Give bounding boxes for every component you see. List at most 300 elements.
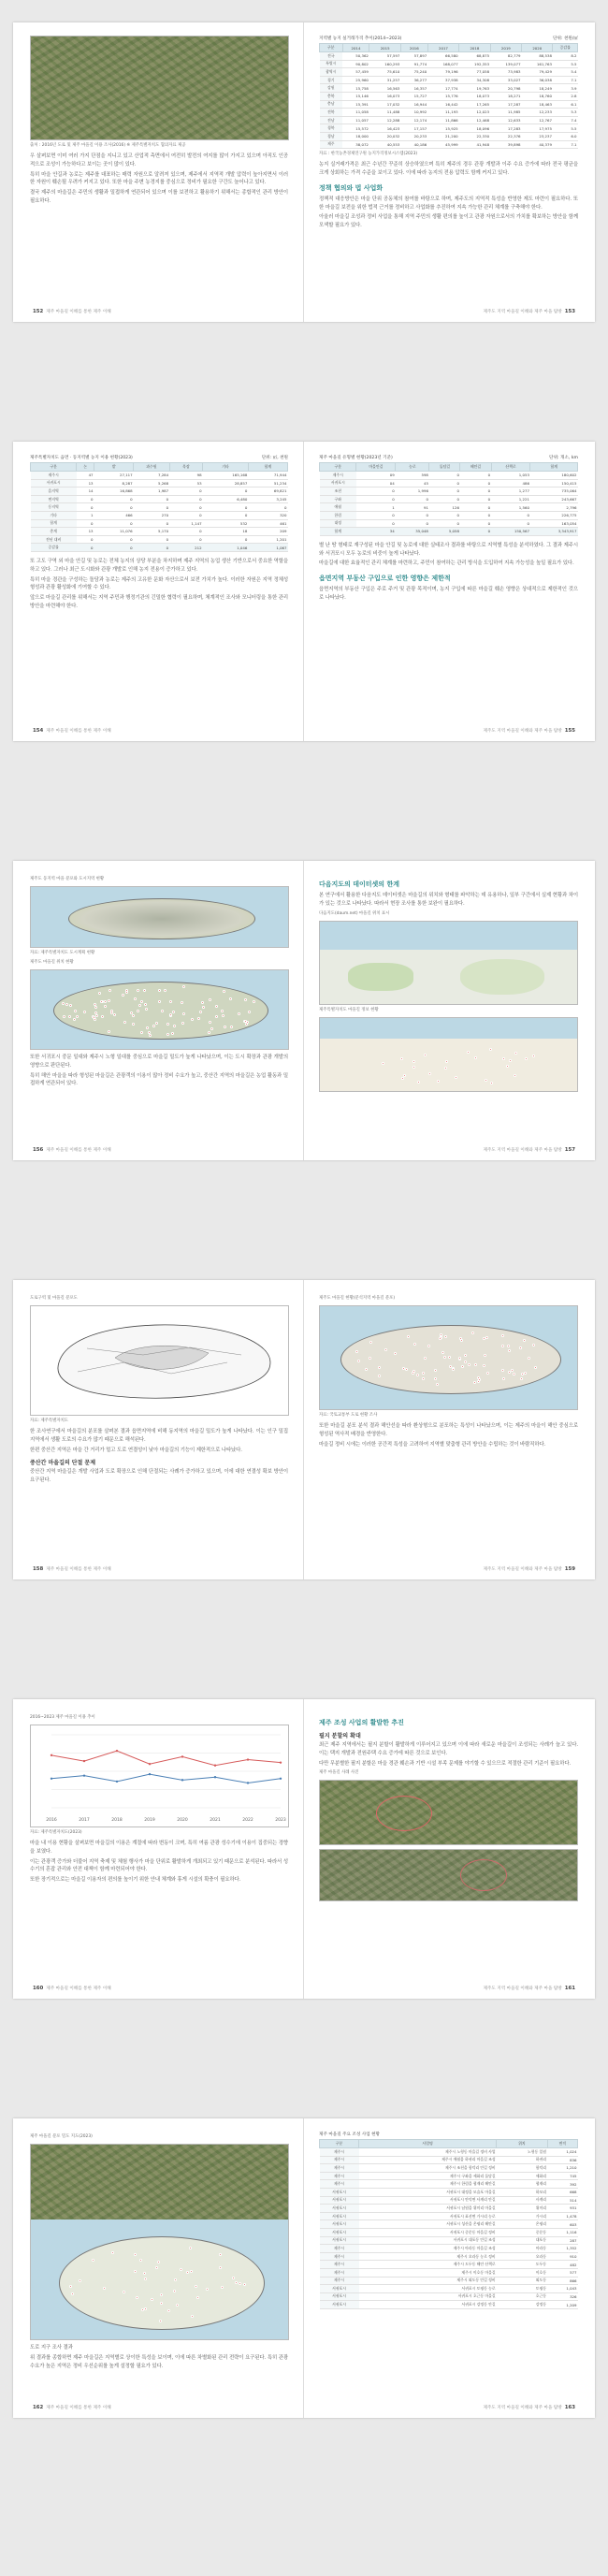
table-row: [320, 2292, 578, 2301]
table-cell: 1,043: [547, 2285, 577, 2293]
column-header: 농로: [396, 463, 429, 472]
table-cell: 12,468: [459, 116, 490, 124]
data-point: [280, 1761, 282, 1763]
table-cell: 제주시 외도동 안길 정비: [359, 2277, 497, 2285]
table-cell: 17,032: [369, 100, 400, 109]
table-cell: 0: [396, 519, 429, 528]
land-use-table: [30, 462, 288, 552]
village-marker: [113, 1013, 116, 1016]
village-marker: [514, 1074, 516, 1077]
table-header-row: [320, 44, 578, 52]
village-marker: [239, 2282, 241, 2285]
table-row: [31, 495, 288, 503]
table-cell: 16,563: [369, 84, 400, 93]
village-marker: [195, 2285, 197, 2288]
village-marker: [405, 1368, 408, 1371]
village-marker: [94, 1003, 96, 1006]
table-cell: 57,597: [369, 52, 400, 61]
table-cell: 287: [547, 2236, 577, 2245]
table-cell: 36,277: [400, 76, 427, 84]
table-cell: 5.5: [553, 124, 578, 133]
table-cell: 제주시 애월읍 하귀리 마을길 조성: [359, 2156, 497, 2164]
paragraph: 결국 제주의 마을길은 주민의 생활과 밀접하게 연관되어 있으며 이를 보전하고 활용하기 위해서는 종합적인 관리 방안이 필요하다.: [30, 190, 288, 204]
village-marker: [369, 1341, 372, 1344]
table-title: [319, 36, 578, 41]
table-cell: 14: [77, 488, 94, 496]
table-cell: 57,897: [400, 52, 427, 61]
table-cell: 제주시 오라동 농로 정비: [359, 2252, 497, 2261]
paragraph: 한편 중산간 지역은 마을 간 거리가 멀고 도로 연결성이 낮아 마을길의 기능이 제한적으로 나타났다.: [30, 1447, 242, 1453]
village-marker: [400, 1057, 403, 1060]
column-header: 해안길: [460, 463, 491, 472]
table-cell: 41,948: [459, 140, 490, 149]
village-marker: [176, 2304, 179, 2307]
table-row: [31, 544, 288, 552]
table-row: [320, 124, 578, 133]
table-cell: 3,343,917: [530, 528, 578, 536]
map-note: 자료: 제주특별자치도 도시계획 현황: [30, 951, 95, 955]
table-cell: 제주시: [320, 2252, 359, 2261]
book-title: 제주 마을길 이해를 통한 제주 이해: [46, 310, 111, 314]
table-cell: 16,357: [400, 84, 427, 93]
table-cell: 0: [94, 503, 134, 512]
page-number: 153: [564, 309, 575, 314]
village-info-map: [319, 1017, 578, 1092]
table-cell: 15,727: [400, 92, 427, 100]
page-footer: [30, 728, 111, 734]
map-caption: 제주 마을길 분포 밀도 지도(2023): [30, 2134, 93, 2139]
village-marker: [413, 1066, 415, 1069]
paragraph: 우 살펴보면 이미 여러 가지 단점을 지니고 있고 산업적 측면에서 여전히 발전의 여지를 많이 가지고 있으며 아직도 인공적으로 조성이 가능하다고 보이는 곳이 많이 있다.: [30, 153, 288, 167]
table-cell: 668: [547, 2188, 577, 2196]
table-cell: 2.8: [553, 92, 578, 100]
table-cell: 1: [356, 503, 396, 512]
map-caption: 제주도 동지역 마을 분포와 도시지역 현황: [30, 877, 105, 881]
table-cell: 17,287: [490, 100, 521, 109]
table-row: [320, 2277, 578, 2285]
x-tick-label: 2021: [210, 1818, 221, 1823]
table-cell: 온평리: [497, 2220, 547, 2229]
photo-caption: 출처 : 2016년 도로 및 제주 마을길 이용 조사(2016) ※ 제주특별자치도 협의자료 제공: [30, 143, 186, 148]
table-cell: 0: [203, 511, 249, 519]
table-cell: 0: [77, 503, 94, 512]
table-title-text: 제주 마을길 유형별 현황(2023년 기준): [319, 456, 393, 460]
table-cell: 11,058: [342, 109, 369, 117]
paragraph: 마을 내 이용 현황을 살펴보면 마을길의 이용은 계절에 따라 변동이 크며, 특히 여름 관광 성수기에 이용이 집중되는 경향을 보였다.: [30, 1841, 288, 1855]
table-cell: 사계리: [497, 2196, 547, 2205]
village-marker: [134, 2253, 137, 2256]
village-marker: [448, 1356, 451, 1359]
page-right: [304, 1280, 595, 1579]
table-row: [320, 519, 578, 528]
table-cell: 1,996: [396, 488, 429, 496]
table-unit: 단위: ㎡, 천원: [261, 456, 288, 460]
table-cell: 1,352: [547, 2245, 577, 2253]
body-text: [319, 196, 578, 230]
table-cell: 0: [77, 535, 94, 544]
table-cell: 17,774: [427, 84, 458, 93]
table-cell: 18,463: [522, 100, 553, 109]
green-area: [460, 959, 544, 995]
table-cell: 기타: [31, 511, 77, 519]
page-footer: [30, 2405, 111, 2410]
photo-caption: 제주 마을길 사례 사진: [319, 1770, 359, 1776]
table-cell: 외도동: [497, 2277, 547, 2285]
map-note: 자료: 제주특별자치도: [30, 1419, 69, 1423]
table-cell: 서귀포시 대포동 안길 조성: [359, 2236, 497, 2245]
table-cell: 0: [429, 519, 460, 528]
paragraph: 마을길에 대한 효율적인 관리 체계를 마련하고, 주민이 참여하는 관리 방식을 도입하여 지속 가능성을 높일 필요가 있다.: [319, 560, 574, 567]
table-cell: 제주시: [320, 472, 356, 480]
table-cell: 0: [169, 528, 202, 536]
village-marker: [401, 1077, 404, 1080]
table-cell: 제주시: [320, 2245, 359, 2253]
table-cell: 0: [460, 511, 491, 519]
village-marker: [71, 2292, 74, 2295]
table-title-text: 제주 마을길 주요 조성 사업 현황: [319, 2132, 380, 2137]
village-marker: [485, 1079, 487, 1082]
table-cell: 18: [203, 528, 249, 536]
page-footer: [30, 1147, 111, 1153]
paragraph: 아울러 마을길 조성과 정비 사업을 통해 지역 주민의 생활 편의를 높이고 관광 자원으로서의 가치를 확보하는 방안을 함께 모색할 필요가 있다.: [319, 214, 578, 229]
table-cell: 0: [429, 511, 460, 519]
table-cell: 호근동: [497, 2292, 547, 2301]
table-cell: 5.5: [553, 60, 578, 68]
table-cell: 서귀포시: [320, 2285, 359, 2293]
village-marker: [501, 1334, 504, 1337]
table-cell: 합계: [320, 528, 356, 536]
village-marker: [132, 1014, 135, 1017]
table-cell: 서귀포시 표선면 가시리 농로: [359, 2212, 497, 2220]
village-marker: [221, 2286, 224, 2289]
table-row: [31, 535, 288, 544]
section-title: 제주도 지역 마을길 이해와 제주 마을 탐방: [483, 310, 562, 314]
table-cell: 73,983: [490, 68, 521, 77]
map-caption: 도로구역 및 마을길 분포도: [30, 1296, 78, 1301]
spread-1: [13, 22, 595, 322]
table-cell: 세화리: [497, 2172, 547, 2180]
paragraph: 한 조사연구에서 마을길의 분포를 살펴본 결과 읍면지역에 비해 동지역의 마을길 밀도가 높게 나타났다. 이는 인구 밀집 지역에서 생활 도로의 수요가 많기 때문으로 해석된다.: [30, 1429, 288, 1443]
paragraph: 농지 실거래가격은 최근 수년간 꾸준히 상승하였으며 특히 제주의 경우 관광 개발과 이주 수요 증가에 따라 전국 평균을 크게 상회하는 가격 수준을 보이고 있다. 이에 따라 농지의 전용 압력도 함께 커지고 있다.: [319, 162, 578, 176]
table-cell: 392: [547, 2180, 577, 2189]
table-cell: 2,796: [530, 503, 578, 512]
table-cell: 도두동: [497, 2261, 547, 2269]
table-cell: 제주시: [320, 2172, 359, 2180]
village-marker: [413, 1370, 415, 1373]
table-cell: 18,096: [459, 124, 490, 133]
body-text: [319, 161, 578, 178]
table-cell: 15,391: [342, 100, 369, 109]
line-chart-frame: [30, 1725, 289, 1827]
chart-caption: 자료: 제주특별자치도(2023): [30, 1830, 82, 1835]
body-text: [319, 1422, 578, 1448]
table-cell: 68,875: [459, 52, 490, 61]
table-cell: 제주시 조천읍 함덕리 안길 정비: [359, 2164, 497, 2173]
village-marker: [486, 1372, 489, 1375]
page-left: [13, 22, 304, 322]
table-cell: 0: [396, 495, 429, 503]
table-cell: 16,073: [369, 92, 400, 100]
table-cell: 0: [460, 519, 491, 528]
paragraph: 특히 해안 마을을 따라 형성된 마을길은 관광객의 이용이 많아 정비 수요가 높고, 중산간 지역의 마을길은 농업 활동과 밀접하게 연관되어 있다.: [30, 1072, 288, 1087]
table-cell: 0: [94, 544, 134, 552]
table-cell: 함덕리: [497, 2164, 547, 2173]
paragraph: 별 난 땅 형태로 재구성된 마을 안길 및 농로에 대한 실태조사 결과를 바탕으로 지역별 특성을 분석하였다. 그 결과 제주시와 서귀포시 모두 농로의 비중이 높게 나타났다.: [319, 542, 578, 557]
page-footer: [484, 1566, 578, 1572]
body-text: [30, 153, 288, 206]
table-cell: 326: [547, 2292, 577, 2301]
village-marker: [501, 1345, 504, 1347]
table-cell: 163,054: [530, 519, 578, 528]
x-tick-label: 2022: [242, 1818, 253, 1823]
table-cell: 209: [248, 528, 287, 536]
table-row: [320, 2188, 578, 2196]
table-cell: 0: [460, 488, 491, 496]
table-cell: 충북: [320, 92, 343, 100]
road-zone-svg: [31, 1306, 289, 1416]
page-footer: [30, 309, 111, 314]
table-cell: 0: [429, 488, 460, 496]
table-cell: 0: [203, 503, 249, 512]
table-cell: 47: [77, 472, 94, 480]
table-cell: 전년 대비: [31, 535, 77, 544]
column-header: 구분: [320, 44, 343, 52]
table-cell: 제주시 도두동 해안 산책로: [359, 2261, 497, 2269]
village-marker: [424, 1054, 427, 1056]
table-cell: 5.4: [553, 68, 578, 77]
table-cell: 위미리: [497, 2205, 547, 2213]
village-marker: [199, 1011, 202, 1013]
table-cell: 71,944: [248, 472, 287, 480]
table-cell: 서귀포시 남원읍 위미리 마을길: [359, 2205, 497, 2213]
table-cell: 77,058: [459, 68, 490, 77]
table-cell: 5,268: [134, 479, 170, 488]
page-number: 152: [33, 309, 44, 314]
page-right: [304, 22, 595, 322]
table-cell: 8.2: [553, 52, 578, 61]
green-area: [348, 963, 413, 991]
village-marker: [169, 1000, 172, 1003]
page-left: [13, 442, 304, 741]
table-cell: 서귀포시: [320, 2292, 359, 2301]
village-marker: [232, 2277, 235, 2279]
village-marker: [524, 1372, 527, 1375]
village-marker: [138, 1004, 141, 1007]
table-cell: 91: [396, 503, 429, 512]
table-cell: 19,763: [459, 84, 490, 93]
table-row: [320, 132, 578, 140]
village-marker: [511, 1369, 514, 1372]
table-cell: 603: [547, 2220, 577, 2229]
page-footer: [30, 1566, 111, 1572]
column-header: 사업명: [359, 2140, 497, 2148]
table-cell: 18,073: [459, 92, 490, 100]
village-marker: [442, 1351, 444, 1354]
table-cell: 조천: [320, 488, 356, 496]
data-point: [51, 1778, 52, 1780]
table-cell: 10,992: [400, 109, 427, 117]
village-marker: [144, 2307, 147, 2310]
village-marker: [508, 1349, 511, 1352]
table-cell: 33,027: [490, 76, 521, 84]
data-point: [83, 1760, 85, 1762]
x-tick-label: 2020: [177, 1818, 188, 1823]
table-header-row: [31, 463, 288, 472]
table-cell: 69,821: [248, 488, 287, 496]
spread-3: [13, 861, 595, 1160]
village-marker: [502, 1057, 505, 1060]
table-cell: 3,245: [248, 495, 287, 503]
page-number: 161: [564, 1986, 575, 1991]
page-right: [304, 861, 595, 1160]
village-marker: [355, 1350, 358, 1353]
table-cell: 0: [169, 535, 202, 544]
table-cell: 150,415: [530, 479, 578, 488]
table-row: [31, 488, 288, 496]
table-cell: 82,779: [490, 52, 521, 61]
table-cell: 협재리: [497, 2180, 547, 2189]
table-cell: 1,067: [248, 544, 287, 552]
village-marker: [143, 2272, 146, 2275]
table-cell: 0: [356, 511, 396, 519]
x-tick-label: 2023: [275, 1818, 286, 1823]
sea-area: [320, 1018, 577, 1039]
table-cell: 1,560: [491, 503, 530, 512]
table-cell: 서귀포시: [320, 2301, 359, 2309]
map-caption: 제주도 마을길 위치 현황: [30, 960, 74, 965]
table-cell: 제주시 아라동 마을길 조성: [359, 2245, 497, 2253]
table-row: [320, 2148, 578, 2157]
data-point: [83, 1774, 85, 1776]
village-marker: [111, 2251, 114, 2254]
table-cell: 11,866: [427, 116, 458, 124]
table-cell: 11,488: [369, 109, 400, 117]
table-cell: 180,602: [530, 472, 578, 480]
village-marker: [455, 1076, 457, 1079]
village-marker: [83, 1011, 86, 1013]
table-cell: 577: [547, 2268, 577, 2277]
page-right: [304, 1699, 595, 1999]
table-unit: 단위: 천원/㎡: [553, 36, 578, 41]
village-marker: [166, 1023, 169, 1026]
page-number: 156: [33, 1147, 44, 1153]
table-cell: 오라동: [497, 2252, 547, 2261]
data-point: [214, 1776, 216, 1778]
section-title: 제주도 지역 마을길 이해와 제주 마을 탐방: [483, 729, 562, 734]
table-row: [320, 52, 578, 61]
data-point: [247, 1758, 249, 1760]
table-cell: 150,567: [491, 528, 530, 536]
table-cell: 서귀포시: [320, 479, 356, 488]
island-shape: [340, 1325, 561, 1394]
village-marker: [169, 1013, 172, 1016]
data-point: [51, 1754, 52, 1756]
table-cell: 745: [547, 2172, 577, 2180]
village-marker: [223, 990, 225, 993]
table-cell: 3.9: [553, 84, 578, 93]
village-marker: [191, 2315, 194, 2318]
table-cell: 전국: [320, 52, 343, 61]
table-cell: 20,233: [400, 132, 427, 140]
table-cell: 39,898: [490, 140, 521, 149]
table-cell: 전북: [320, 109, 343, 117]
table-cell: 0: [460, 528, 491, 536]
village-marker: [444, 1335, 447, 1338]
table-cell: 대포동: [497, 2236, 547, 2245]
table-cell: 경북: [320, 124, 343, 133]
table-cell: 읍지역: [31, 488, 77, 496]
village-marker: [490, 1082, 493, 1084]
village-marker: [509, 1059, 512, 1062]
map-caption: 다음지도(daum.net) 마을길 위치 표시: [319, 910, 390, 916]
table-cell: 0: [77, 519, 94, 528]
village-marker: [458, 1357, 461, 1360]
body-text: [319, 892, 578, 909]
table-cell: 6,480: [203, 495, 249, 503]
column-header: 2015: [369, 44, 400, 52]
table-cell: 강원: [320, 84, 343, 93]
table-row: [320, 511, 578, 519]
village-marker: [69, 1004, 72, 1007]
data-point: [181, 1779, 183, 1781]
village-distribution-map: [319, 1305, 578, 1410]
table-row: [320, 2156, 578, 2164]
page-number: 162: [33, 2405, 44, 2410]
table-cell: 735,064: [530, 488, 578, 496]
table-cell: 0: [491, 519, 530, 528]
table-header-row: [320, 463, 578, 472]
table-cell: 서귀포시 강정동 안길: [359, 2301, 497, 2309]
table-row: [320, 109, 578, 117]
village-marker: [224, 1026, 226, 1028]
project-table: [319, 2139, 578, 2309]
body-text: [319, 542, 578, 568]
table-cell: 17,975: [522, 124, 553, 133]
table-cell: 아라동: [497, 2245, 547, 2253]
village-marker: [459, 1337, 462, 1340]
table-cell: 836: [547, 2156, 577, 2164]
table-cell: 0: [77, 495, 94, 503]
spread-4: [13, 1280, 595, 1579]
table-cell: 16,442: [427, 100, 458, 109]
village-marker: [79, 2279, 81, 2282]
village-marker: [174, 2278, 177, 2281]
table-cell: 866: [547, 2277, 577, 2285]
paragraph: 이는 관광객 증가와 더불어 지역 축제 및 체험 행사가 마을 단위로 활발하게 개최되고 있기 때문으로 분석된다. 따라서 성수기의 혼잡 관리와 안전 대책이 함께 마련되어야 한다.: [30, 1858, 288, 1873]
village-marker: [424, 1357, 427, 1360]
table-row: [320, 472, 578, 480]
data-point: [149, 1763, 151, 1765]
table-cell: 1: [77, 511, 94, 519]
island-shape: [59, 2236, 265, 2330]
table-cell: 532: [203, 519, 249, 528]
section-title: 제주도 지역 마을길 이해와 제주 마을 탐방: [483, 1987, 562, 1991]
village-marker: [513, 1373, 515, 1375]
page-left: [13, 1280, 304, 1579]
table-cell: 1,221: [491, 495, 530, 503]
page-number: 158: [33, 1566, 44, 1572]
section-title: 제주도 지역 마을길 이해와 제주 마을 탐방: [483, 1148, 562, 1153]
page-footer: [484, 728, 578, 734]
table-cell: 40,553: [369, 140, 400, 149]
table-cell: 0: [356, 488, 396, 496]
table-row: [31, 528, 288, 536]
table-row: [320, 116, 578, 124]
page-number: 154: [33, 728, 44, 734]
table-cell: 486: [491, 479, 530, 488]
sea-area: [320, 922, 577, 950]
table-cell: 6.0: [553, 132, 578, 140]
